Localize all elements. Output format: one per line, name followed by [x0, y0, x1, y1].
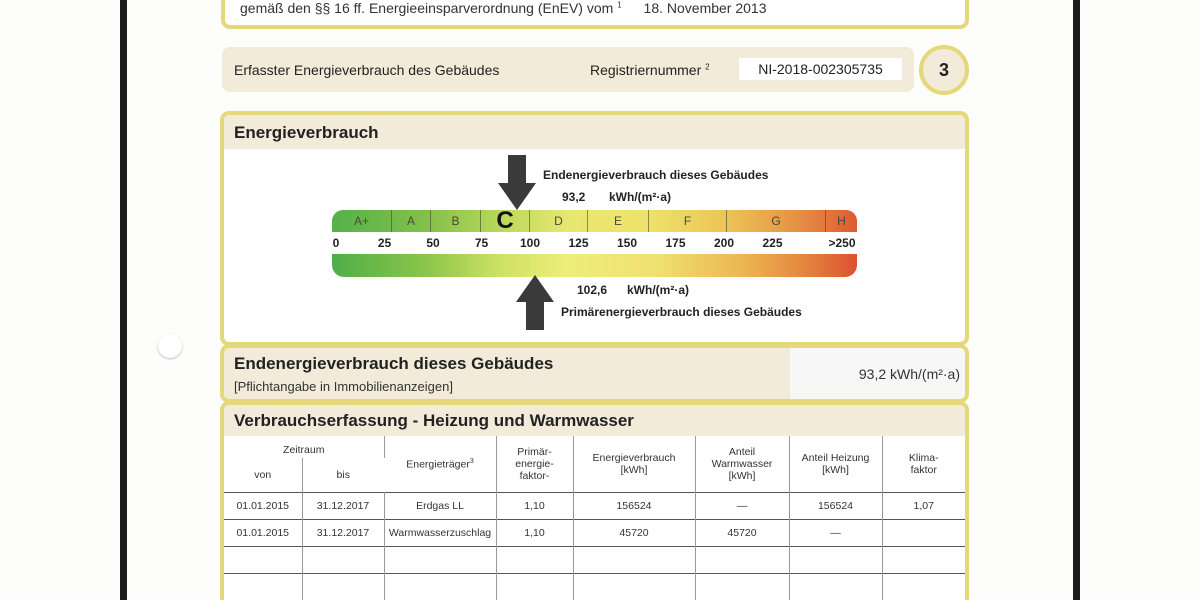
page-edge-left [120, 0, 127, 600]
end-energy-value: 93,2 [562, 190, 586, 204]
cell-heizung: 156524 [789, 492, 882, 519]
section-title: Erfasster Energieverbrauch des Gebäudes [234, 62, 500, 78]
efficiency-scale [332, 210, 857, 232]
cell-traeger [384, 573, 496, 600]
consumption-panel [220, 401, 969, 600]
scale-tick: 125 [568, 236, 589, 250]
class-segment-b: B [431, 210, 481, 232]
col-energieverbrauch: Energieverbrauch [kWh] [573, 436, 695, 492]
end-energy-label: Endenergieverbrauch dieses Gebäudes [543, 168, 769, 182]
col-klimafaktor: Klima- faktor [908, 451, 939, 476]
cell-verbrauch [573, 546, 695, 573]
reg-label: Registriernummer [590, 62, 702, 78]
primary-energy-value: 102,6 [577, 283, 608, 297]
table-row [224, 573, 965, 600]
scale-tick: 75 [474, 236, 489, 250]
cell-faktor [496, 546, 573, 573]
cell-bis: 31.12.2017 [302, 492, 384, 519]
class-segment-aplus: A+ [332, 210, 392, 232]
consumption-title: Verbrauchserfassung - Heizung und Warmwasser [234, 411, 634, 430]
table-row [224, 492, 965, 519]
arrow-up-icon [516, 275, 554, 330]
cell-verbrauch: 156524 [573, 492, 695, 519]
efficiency-gradient-bar [332, 254, 857, 277]
scale-tick: 175 [665, 236, 686, 250]
registration-bar [222, 47, 914, 92]
scale-tick: 100 [519, 236, 541, 250]
cell-warmwasser: 45720 [695, 519, 789, 546]
cell-heizung: — [789, 519, 882, 546]
class-segment-a: A [392, 210, 431, 232]
primary-energy-unit: kWh/(m²·a) [627, 283, 689, 297]
cell-warmwasser [695, 573, 789, 600]
footnote-2: 2 [705, 62, 710, 72]
cell-von [224, 573, 302, 600]
scale-tick: >250 [828, 236, 856, 250]
cell-warmwasser [695, 546, 789, 573]
regulation-date: 18. November 2013 [643, 0, 767, 16]
scale-tick: 150 [616, 236, 638, 250]
cell-bis: 31.12.2017 [302, 519, 384, 546]
consumption-table [224, 436, 965, 600]
table-row [224, 519, 965, 546]
cell-traeger: Erdgas LL [384, 492, 496, 519]
page-number-badge [919, 45, 969, 95]
class-segment-e: E [588, 210, 649, 232]
cell-klima: 1,07 [882, 492, 965, 519]
summary-title: Endenergieverbrauch dieses Gebäudes [234, 354, 554, 373]
cell-von [224, 546, 302, 573]
summary-value: 93,2 kWh/(m²·a) [858, 366, 960, 382]
col-zeitraum: Zeitraum [224, 436, 384, 458]
arrow-down-icon [498, 155, 536, 210]
scale-tick: 0 [332, 236, 340, 250]
col-warmwasser: Anteil Warmwasser [kWh] [695, 436, 789, 492]
scale-tick: 200 [713, 236, 735, 250]
cell-traeger: Warmwasserzuschlag [384, 519, 496, 546]
col-von: von [224, 458, 302, 492]
cell-von: 01.01.2015 [224, 492, 302, 519]
cell-faktor: 1,10 [496, 519, 573, 546]
cell-traeger [384, 546, 496, 573]
end-energy-summary [220, 344, 969, 403]
regulation-text: gemäß den §§ 16 ff. Energieeinsparverordnung (EnEV) vom [240, 0, 614, 16]
footnote-1: 1 [617, 0, 622, 10]
scale-tick: 225 [762, 236, 783, 250]
scale-tick: 25 [377, 236, 392, 250]
col-heizung: Anteil Heizung [kWh] [789, 436, 882, 492]
cell-verbrauch [573, 573, 695, 600]
primary-energy-label: Primärenergieverbrauch dieses Gebäudes [561, 305, 802, 319]
cell-faktor: 1,10 [496, 492, 573, 519]
class-segment-f: F [649, 210, 727, 232]
cell-heizung [789, 573, 882, 600]
class-segment-d: D [530, 210, 588, 232]
panel-title: Energieverbrauch [234, 123, 379, 142]
col-primaerfaktor: Primär- energie- faktor- [496, 436, 573, 492]
cell-klima [882, 519, 965, 546]
col-energietraeger: Energieträger$^3$ [384, 436, 496, 492]
cell-verbrauch: 45720 [573, 519, 695, 546]
class-segment-g: G [727, 210, 826, 232]
cell-warmwasser: — [695, 492, 789, 519]
class-segment-c: C [481, 210, 530, 232]
cell-klima [882, 546, 965, 573]
cell-von: 01.01.2015 [224, 519, 302, 546]
punch-hole [158, 334, 182, 358]
reg-number: NI-2018-002305735 [739, 58, 902, 80]
cell-klima [882, 573, 965, 600]
class-segment-h: H [837, 214, 846, 228]
page-number: 3 [938, 60, 949, 80]
summary-subtitle: [Pflichtangabe in Immobilienanzeigen] [234, 379, 453, 394]
page-edge-right [1073, 0, 1080, 600]
cell-heizung [789, 546, 882, 573]
end-energy-unit: kWh/(m²·a) [609, 190, 671, 204]
table-row [224, 546, 965, 573]
cell-faktor [496, 573, 573, 600]
cell-bis [302, 573, 384, 600]
scale-tick: 50 [426, 236, 440, 250]
cell-bis [302, 546, 384, 573]
regulation-box [221, 0, 969, 29]
col-bis: bis [336, 468, 350, 481]
